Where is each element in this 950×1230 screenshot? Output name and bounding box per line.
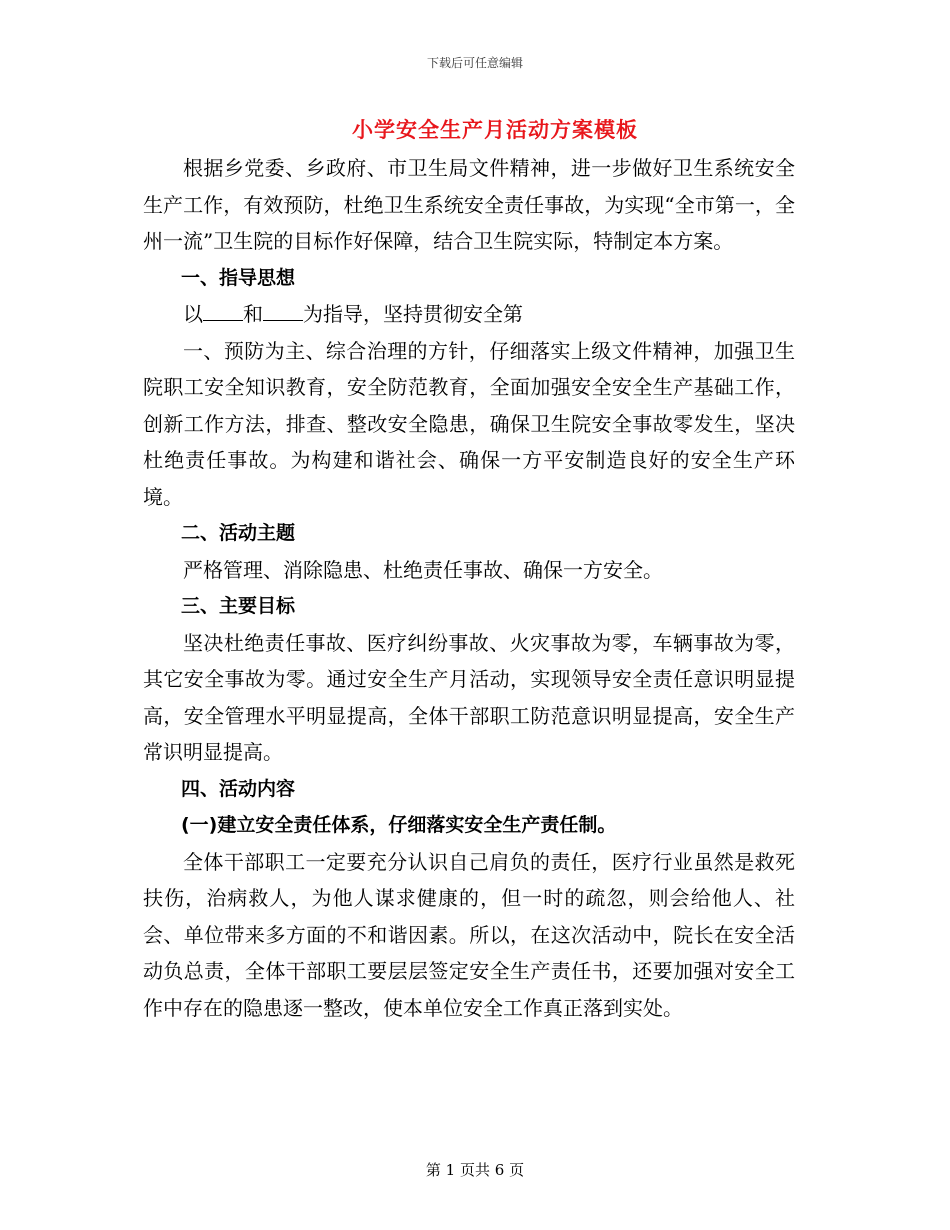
guiding-ideology-line	[143, 296, 795, 333]
responsibility-paragraph: 全体干部职工一定要充分认识自己肩负的责任，医疗行业虽然是救死扶伤，治病救人，为他人谋求健康的，但一时的疏忽，则会给他人、社会、单位带来多方面的不和谐因素。所以，在这次活动中，院长在安全活动负总责，全体干部职工要层层签定安全生产责任书，还要加强对安全工作中存在的隐患逐一整改，使本单位安全工作真正落到实处。	[143, 849, 795, 1020]
document-body	[143, 150, 795, 1026]
guiding-line-suffix: 为指导，坚持贯彻安全第	[303, 302, 523, 326]
guiding-line-mid: 和	[243, 302, 263, 326]
section-heading-guiding-ideology: 一、指导思想	[181, 266, 296, 289]
activity-theme-paragraph: 严格管理、消除隐患、杜绝责任事故、确保一方安全。	[183, 557, 663, 582]
main-goals-paragraph: 坚决杜绝责任事故、医疗纠纷事故、火灾事故为零，车辆事故为零，其它安全事故为零。通过安全生产月活动，实现领导安全责任意识明显提高，安全管理水平明显提高，全体干部职工防范意识明显提高，安全生产常识明显提高。	[143, 630, 795, 764]
document-title: 小学安全生产月活动方案模板	[352, 118, 638, 142]
blank-field-1	[203, 300, 243, 321]
section-heading-activity-theme: 二、活动主题	[181, 522, 296, 544]
page-footer: 第 1 页共 6 页	[425, 1161, 525, 1179]
subsection-heading-responsibility: (一)建立安全责任体系，仔细落实安全生产责任制。	[181, 814, 617, 836]
intro-paragraph: 根据乡党委、乡政府、市卫生局文件精神，进一步做好卫生系统安全生产工作，有效预防，杜绝卫生系统安全责任事故，为实现“全市第一，全州一流”卫生院的目标作好保障，结合卫生院实际，特制定本方案。	[143, 156, 795, 253]
header-note: 下载后可任意编辑	[426, 56, 523, 70]
section-heading-main-goals: 三、主要目标	[181, 595, 296, 617]
section-heading-activity-content: 四、活动内容	[181, 777, 296, 800]
blank-field-2	[263, 300, 303, 321]
guiding-ideology-paragraph: 一、预防为主、综合治理的方针，仔细落实上级文件精神，加强卫生院职工安全知识教育，安全防范教育，全面加强安全安全生产基础工作，创新工作方法，排查、整改安全隐患，确保卫生院安全事故零发生，坚决杜绝责任事故。为构建和谐社会、确保一方平安制造良好的安全生产环境。	[143, 338, 795, 509]
guiding-line-prefix: 以	[183, 302, 203, 326]
